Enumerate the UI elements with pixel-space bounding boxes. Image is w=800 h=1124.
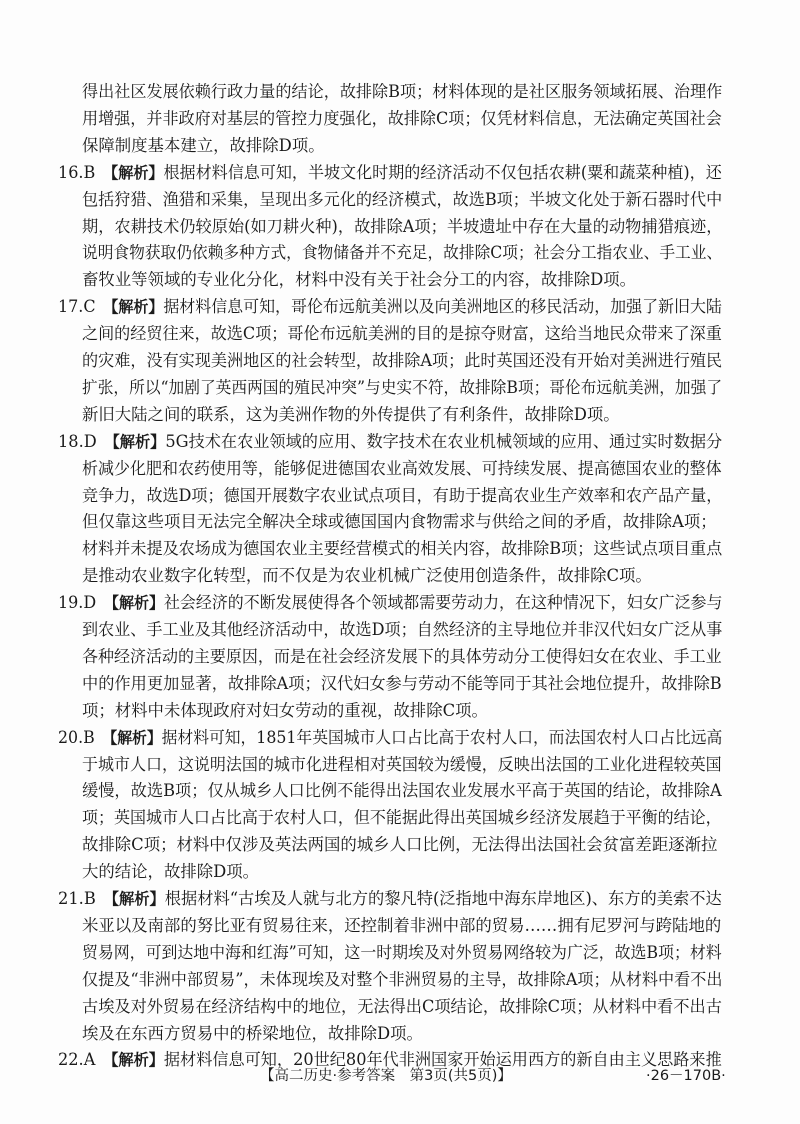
line-text: 保障制度基本建立，故排除D项。 — [82, 135, 325, 155]
question-first-line — [58, 430, 723, 454]
line-text: 根据材料“古埃及人就与北方的黎凡特(泛指地中海东岸地区)、东方的美索不达 — [164, 889, 722, 908]
page-footer — [0, 1064, 800, 1088]
analysis-tag: 【解析】 — [104, 432, 166, 451]
line-text: 得出社区发展依赖行政力量的结论，故排除B项；材料体现的是社区服务领域拓展、治理作 — [82, 82, 723, 101]
line-text: 用增强，并非政府对基层的管控力度强化，故排除C项；仅凭材料信息，无法确定英国社会 — [82, 108, 722, 128]
text-line — [82, 968, 723, 992]
line-text: 仅提及“非洲中部贸易”，未体现埃及对整个非洲贸易的主导，故排除A项；从材料中看不出 — [82, 969, 723, 989]
answer-letter: B — [83, 889, 96, 908]
question-first-line — [58, 295, 722, 319]
line-text: 的灾难，没有实现美洲地区的社会转型，故排除A项；此时英国还没有开始对美洲进行殖民 — [82, 351, 723, 370]
question-number: 17. — [58, 297, 84, 317]
line-text: 缓慢，故选B项；仅从城乡人口比例不能得出法国农业发展水平高于英国的结论，故排除A — [82, 781, 722, 801]
text-line — [82, 779, 722, 803]
line-text: 社会经济的不断发展使得各个领域都需要劳动力，在这种情况下，妇女广泛参与 — [163, 593, 723, 613]
text-line — [82, 107, 722, 131]
line-text: 根据材料信息可知，半坡文化时期的经济活动不仅包括农耕(粟和蔬菜种植)，还 — [163, 162, 722, 182]
answer-letter: B — [83, 162, 96, 182]
text-line — [82, 995, 722, 1019]
line-text: 说明食物获取仍依赖多种方式，食物储备并不充足，故排除C项；社会分工指农业、手工业、 — [82, 243, 723, 263]
text-line — [82, 753, 722, 777]
line-text: 项；英国城市人口占比高于农村人口，但不能据此得出英国城乡经济发展趋于平衡的结论， — [82, 808, 722, 828]
line-text: 竞争力，故选D项；德国开展数字农业试点项目，有助于提高农业生产效率和农产品产量， — [82, 485, 723, 505]
text-line — [82, 80, 723, 104]
question-number: 20. — [58, 727, 84, 747]
line-text: 据材料信息可知，哥伦布远航美洲以及向美洲地区的移民活动，加强了新旧大陆 — [163, 297, 722, 317]
question-first-line — [58, 726, 723, 750]
text-line — [82, 860, 722, 884]
line-text: 之间的经贸往来，故选C项；哥伦布远航美洲的目的是掠夺财富，这给当地民众带来了深重 — [82, 324, 722, 344]
line-text: 畜牧业等领域的专业化分化，材料中没有关于社会分工的内容，故排除D项。 — [82, 270, 637, 290]
line-text: 贸易网，可到达地中海和红海”可知，这一时期埃及对外贸易网络较为广泛，故选B项；材料 — [82, 942, 722, 962]
line-text: 项；材料中未体现政府对妇女劳动的重视，故排除C项。 — [82, 700, 488, 720]
question-first-line — [58, 591, 723, 615]
analysis-tag: 【解析】 — [103, 298, 164, 317]
text-line — [82, 188, 723, 212]
line-text: 埃及在东西方贸易中的桥梁地位，故排除D项。 — [82, 1023, 423, 1043]
text-line — [82, 672, 722, 696]
footer-code: ·26－170B· — [646, 1068, 726, 1084]
text-line — [82, 376, 723, 400]
line-text: 新旧大陆之间的联系，这为美洲作物的外传提供了有利条件，故排除D项。 — [82, 404, 620, 424]
answer-letter: B — [83, 727, 95, 747]
text-line — [82, 268, 722, 292]
question-first-line — [58, 887, 722, 911]
answer-letter: A — [83, 1050, 96, 1070]
text-line — [82, 241, 723, 265]
line-text: 析减少化肥和农药使用等，能够促进德国农业高效发展、可持续发展、提高德国农业的整体 — [82, 458, 722, 478]
line-text: 古埃及对外贸易在经济结构中的地位，无法得出C项结论，故排除C项；从材料中看不出古 — [82, 996, 722, 1016]
footer-title: 【高二历史·参考答案 第3页(共5页)】 — [260, 1068, 512, 1084]
text-line — [82, 322, 722, 346]
line-text: 材料并未提及农场成为德国农业主要经营模式的相关内容，故排除B项；这些试点项目重点 — [82, 539, 723, 559]
text-line — [82, 618, 723, 642]
text-line — [82, 349, 723, 373]
analysis-tag: 【解析】 — [103, 163, 164, 182]
text-line — [82, 215, 723, 239]
question-number: 22. — [58, 1050, 84, 1070]
line-text: 故排除C项；材料中仅涉及英法两国的城乡人口比例，无法得出法国社会贫富差距逐渐拉 — [82, 835, 718, 855]
text-line — [82, 806, 722, 830]
text-line — [82, 914, 722, 938]
text-line — [82, 645, 722, 669]
text-line — [82, 134, 722, 158]
line-text: 米亚以及南部的努比亚有贸易往来，还控制着非洲中部的贸易……拥有尼罗河与跨陆地的 — [82, 915, 722, 935]
line-text: 5G技术在农业领域的应用、数字技术在农业机械领域的应用、通过实时数据分 — [165, 431, 723, 451]
line-text: 各种经济活动的主要原因，而是在社会经济发展下的具体劳动分工使得妇女在农业、手工业 — [82, 646, 722, 666]
line-text: 但仅靠这些项目无法完全解决全球或德国国内食物需求与供给之间的矛盾，故排除A项； — [82, 512, 717, 532]
text-line — [82, 537, 723, 561]
text-line — [82, 1022, 722, 1046]
line-text: 于城市人口，这说明法国的城市化进程相对英国较为缓慢，反映出法国的工业化进程较英国 — [82, 754, 722, 774]
text-line — [82, 564, 722, 588]
answer-letter: C — [83, 297, 96, 317]
text-line — [82, 833, 722, 857]
text-line — [82, 941, 722, 965]
text-line — [82, 403, 722, 427]
answer-letter: D — [83, 431, 97, 451]
question-first-line — [58, 161, 722, 185]
question-number: 16. — [58, 162, 84, 182]
line-text: 包括狩猎、渔猎和采集，呈现出多元化的经济模式，故选B项；半坡文化处于新石器时代中 — [82, 189, 723, 209]
text-line — [82, 457, 722, 481]
line-text: 扩张，所以“加剧了英西两国的殖民冲突”与史实不符，故排除B项；哥伦布远航美洲，加强了 — [82, 377, 723, 397]
line-text: 大的结论，故排除D项。 — [82, 862, 260, 882]
line-text: 是推动农业数字化转型，而不仅是为农业机械广泛使用创造条件，故排除C项。 — [82, 566, 652, 586]
line-text: 据材料可知，1851年英国城市人口占比高于农村人口，而法国农村人口占比远高 — [161, 727, 723, 747]
line-text: 中的作用更加显著，故排除A项；汉代妇女参与劳动不能等同于其社会地位提升，故排除B — [82, 673, 722, 693]
question-number: 18. — [58, 431, 84, 451]
answer-letter: D — [83, 593, 97, 613]
question-number: 19. — [58, 593, 84, 613]
question-number: 21. — [58, 889, 84, 908]
analysis-tag: 【解析】 — [102, 728, 162, 747]
analysis-tag: 【解析】 — [103, 1051, 164, 1070]
text-line — [82, 699, 722, 723]
analysis-tag: 【解析】 — [103, 890, 165, 908]
line-text: 期，农耕技术仍较原始(如刀耕火种)，故排除A项；半坡遗址中存在大量的动物捕猎痕迹， — [82, 216, 723, 236]
text-line — [82, 484, 723, 508]
line-text: 到农业、手工业及其他经济活动中，故选D项；自然经济的主导地位并非汉代妇女广泛从事 — [82, 620, 723, 639]
text-line — [82, 510, 722, 534]
line-text: 据材料信息可知，20世纪80年代非洲国家开始运用西方的新自由主义思路来推 — [163, 1050, 722, 1070]
analysis-tag: 【解析】 — [103, 594, 164, 613]
